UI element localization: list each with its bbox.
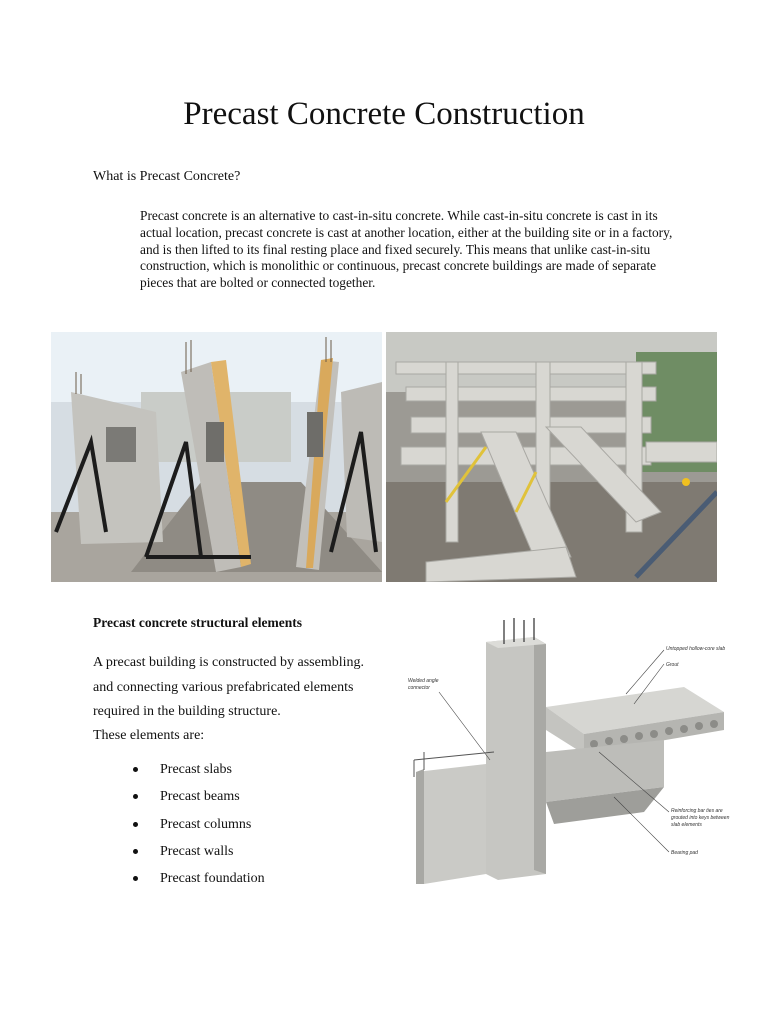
bullet-icon [133,794,138,799]
list-item [130,787,265,814]
intro-paragraph: Precast concrete is an alternative to cast-in-situ concrete. While cast-in-situ concrete is cast in its actual location, precast concrete is cast at another location, either at the building site or in a factory, and is then lifted to its final resting place and fixed securely. This means that unlike cast-in-situ construction, which is monolithic or continuous, precast concrete buildings are made of separate pieces that are bolted or connected together. [140,208,673,291]
diagram-label: Bearing pad [671,850,698,856]
page-title: Precast Concrete Construction [183,96,585,132]
list-item-label: Precast slabs [160,762,232,777]
bullet-icon [133,822,138,827]
precast-wall-panels-photo [51,332,382,582]
list-item-label: Precast beams [160,789,240,805]
list-item-label: Precast walls [160,843,234,859]
diagram-label: Reinforcing bar ties are [671,808,723,814]
diagram-label: slab elements [671,822,702,828]
section-heading: Precast concrete structural elements [93,615,303,630]
intro-line: A precast building is constructed by assembling. [93,655,365,670]
diagram-label: Welded angle [408,678,439,684]
intro-line: and connecting various prefabricated elements [93,680,354,695]
list-item-label: Precast columns [160,816,252,832]
diagram-label: Grout [666,662,679,668]
intro-line: required in the building structure. [93,704,281,719]
bullet-icon [133,849,138,854]
bullet-icon [133,876,138,881]
precast-frame-construction-photo [386,332,717,582]
diagram-label: Untopped hollow-core slab [666,646,726,652]
question-heading: What is Precast Concrete? [93,169,241,184]
bullet-icon [133,767,138,772]
diagram-label: grouted into keys between [671,815,730,821]
intro-line: These elements are: [93,728,205,743]
list-item-label: Precast foundation [160,871,265,887]
list-item [130,869,265,896]
list-item [130,815,265,842]
precast-connection-diagram [394,612,734,894]
elements-list [130,760,265,896]
list-item [130,760,265,787]
list-item [130,842,265,869]
diagram-label: connector [408,685,430,691]
